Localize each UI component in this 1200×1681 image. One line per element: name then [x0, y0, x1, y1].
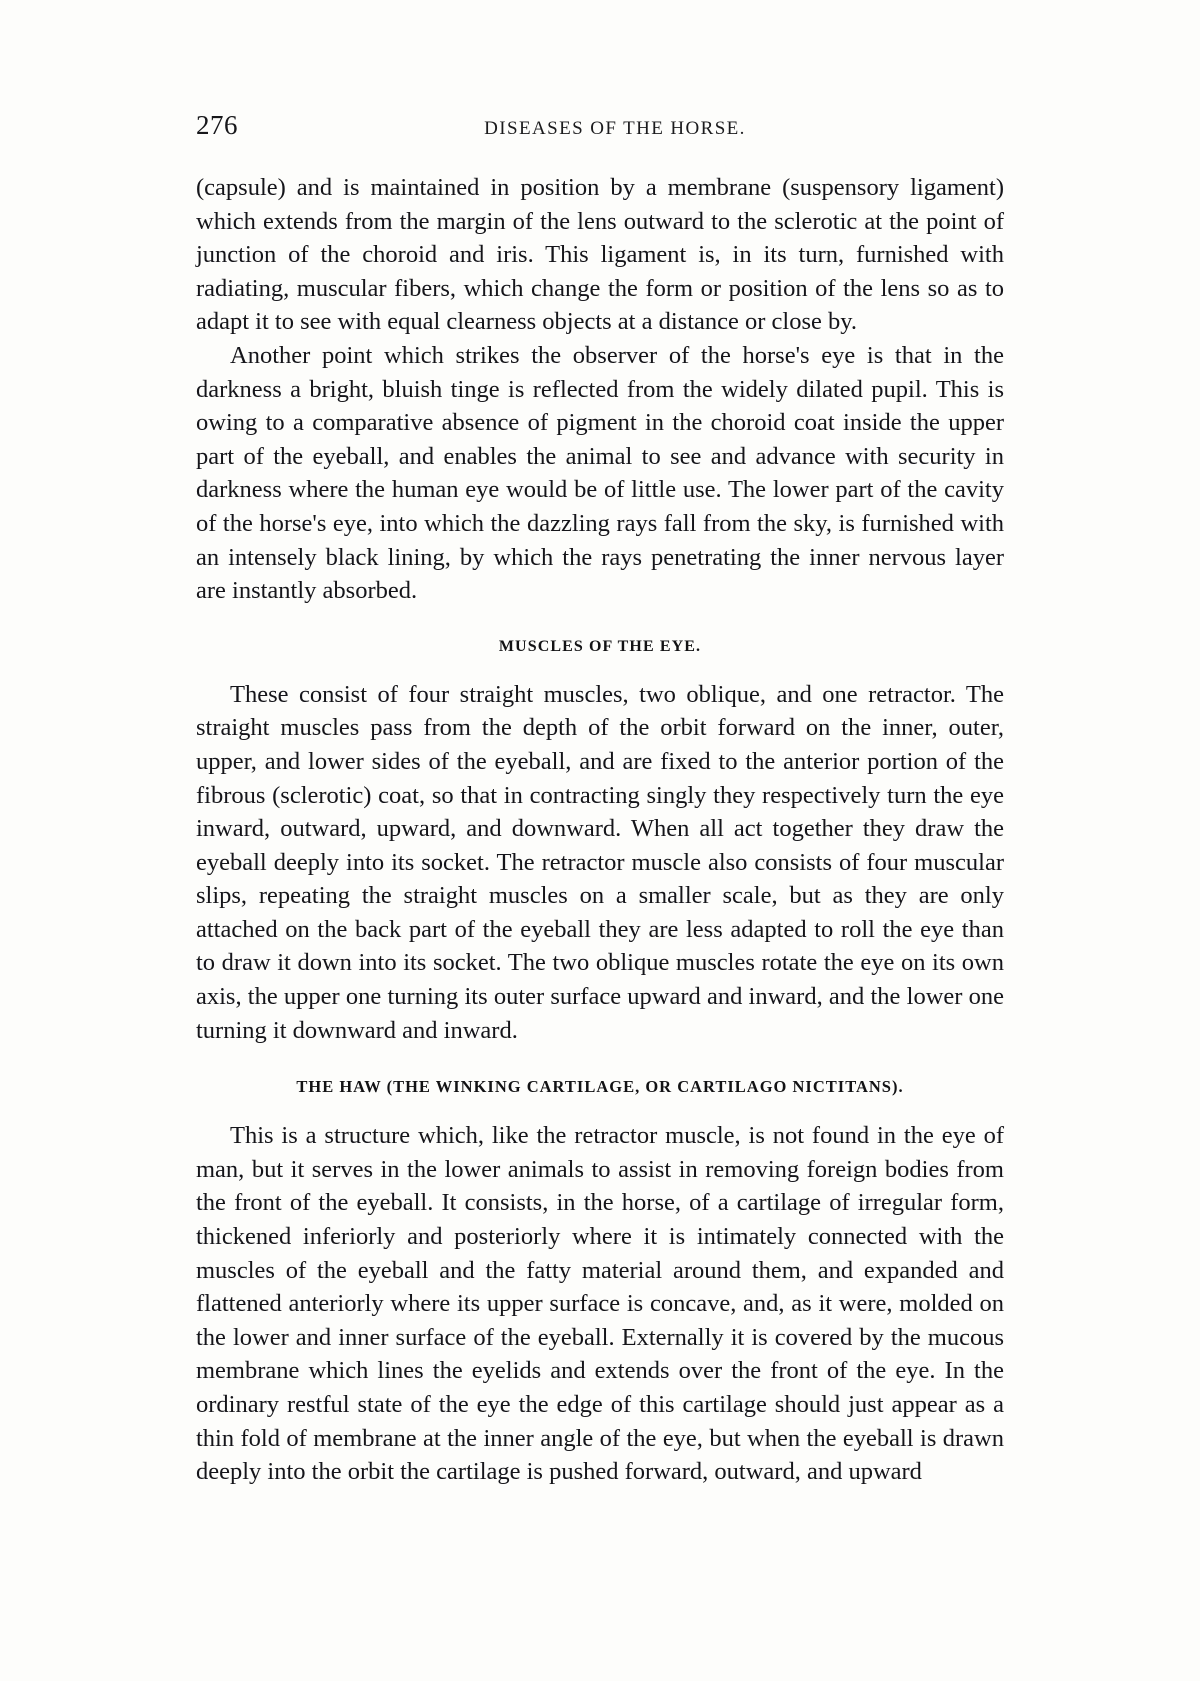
- paragraph-block-intro: [196, 171, 1004, 608]
- paragraph-muscles: These consist of four straight muscles, two oblique, and one retractor. The straight muscles pass from the depth of the orbit forward on the inner, outer, upper, and lower sides of the eyeball, and are fixed to the anterior portion of the fibrous (sclerotic) coat, so that in contracting singly they respectively turn the eye inward, outward, upward, and downward. When all act together they draw the eyeball deeply into its socket. The retractor muscle also consists of four muscular slips, repeating the straight muscles on a smaller scale, but as they are only attached on the back part of the eyeball they are less adapted to roll the eye than to draw it down into its socket. The two oblique muscles rotate the eye on its own axis, the upper one turning its outer surface upward and inward, and the lower one turning it downward and inward.: [196, 680, 1004, 1044]
- page-content: [196, 110, 1004, 1489]
- paragraph-haw: This is a structure which, like the retractor muscle, is not found in the eye of man, but it serves in the lower animals to assist in removing foreign bodies from the front of the eyeball. It consists, in the horse, of a cartilage of irregular form, thickened inferiorly and posteriorly where it is intimately connected with the muscles of the eyeball and the fatty material around them, and expanded and flattened anteriorly where its upper surface is concave, and, as it were, molded on the lower and inner surface of the eyeball. Externally it is covered by the mucous membrane which lines the eyelids and extends over the front of the eye. In the ordinary restful state of the eye the edge of this cartilage should just appear as a thin fold of membrane at the inner angle of the eye, but when the eyeball is drawn deeply into the orbit the cartilage is pushed forward, outward, and upward: [196, 1122, 1004, 1486]
- paragraph-block-haw: [196, 1119, 1004, 1489]
- paragraph-block-muscles: [196, 678, 1004, 1048]
- paragraph-another-point: Another point which strikes the observer of the horse's eye is that in the darkness a bright, bluish tinge is reflected from the widely dilated pupil. This is owing to a comparative absence of pigment in the choroid coat inside the upper part of the eyeball, and enables the animal to see and advance with security in darkness where the human eye would be of little use. The lower part of the cavity of the horse's eye, into which the dazzling rays fall from the sky, is furnished with an intensely black lining, by which the rays penetrating the inner nervous layer are instantly absorbed.: [196, 341, 1004, 605]
- paragraph-capsule: (capsule) and is maintained in position by a membrane (suspensory ligament) which extends from the margin of the lens outward to the sclerotic at the point of junction of the choroid and iris. This ligament is, in its turn, furnished with radiating, muscular fibers, which change the form or position of the lens so as to adapt it to see with equal clearness objects at a distance or close by.: [196, 174, 1004, 336]
- running-header: [196, 110, 1004, 141]
- page-number: 276: [196, 110, 238, 140]
- running-head-title: DISEASES OF THE HORSE.: [484, 118, 746, 139]
- heading-the-haw: THE HAW (THE WINKING CARTILAGE, OR CARTILAGO NICTITANS).: [296, 1077, 904, 1097]
- heading-muscles-of-the-eye: MUSCLES OF THE EYE.: [498, 637, 702, 655]
